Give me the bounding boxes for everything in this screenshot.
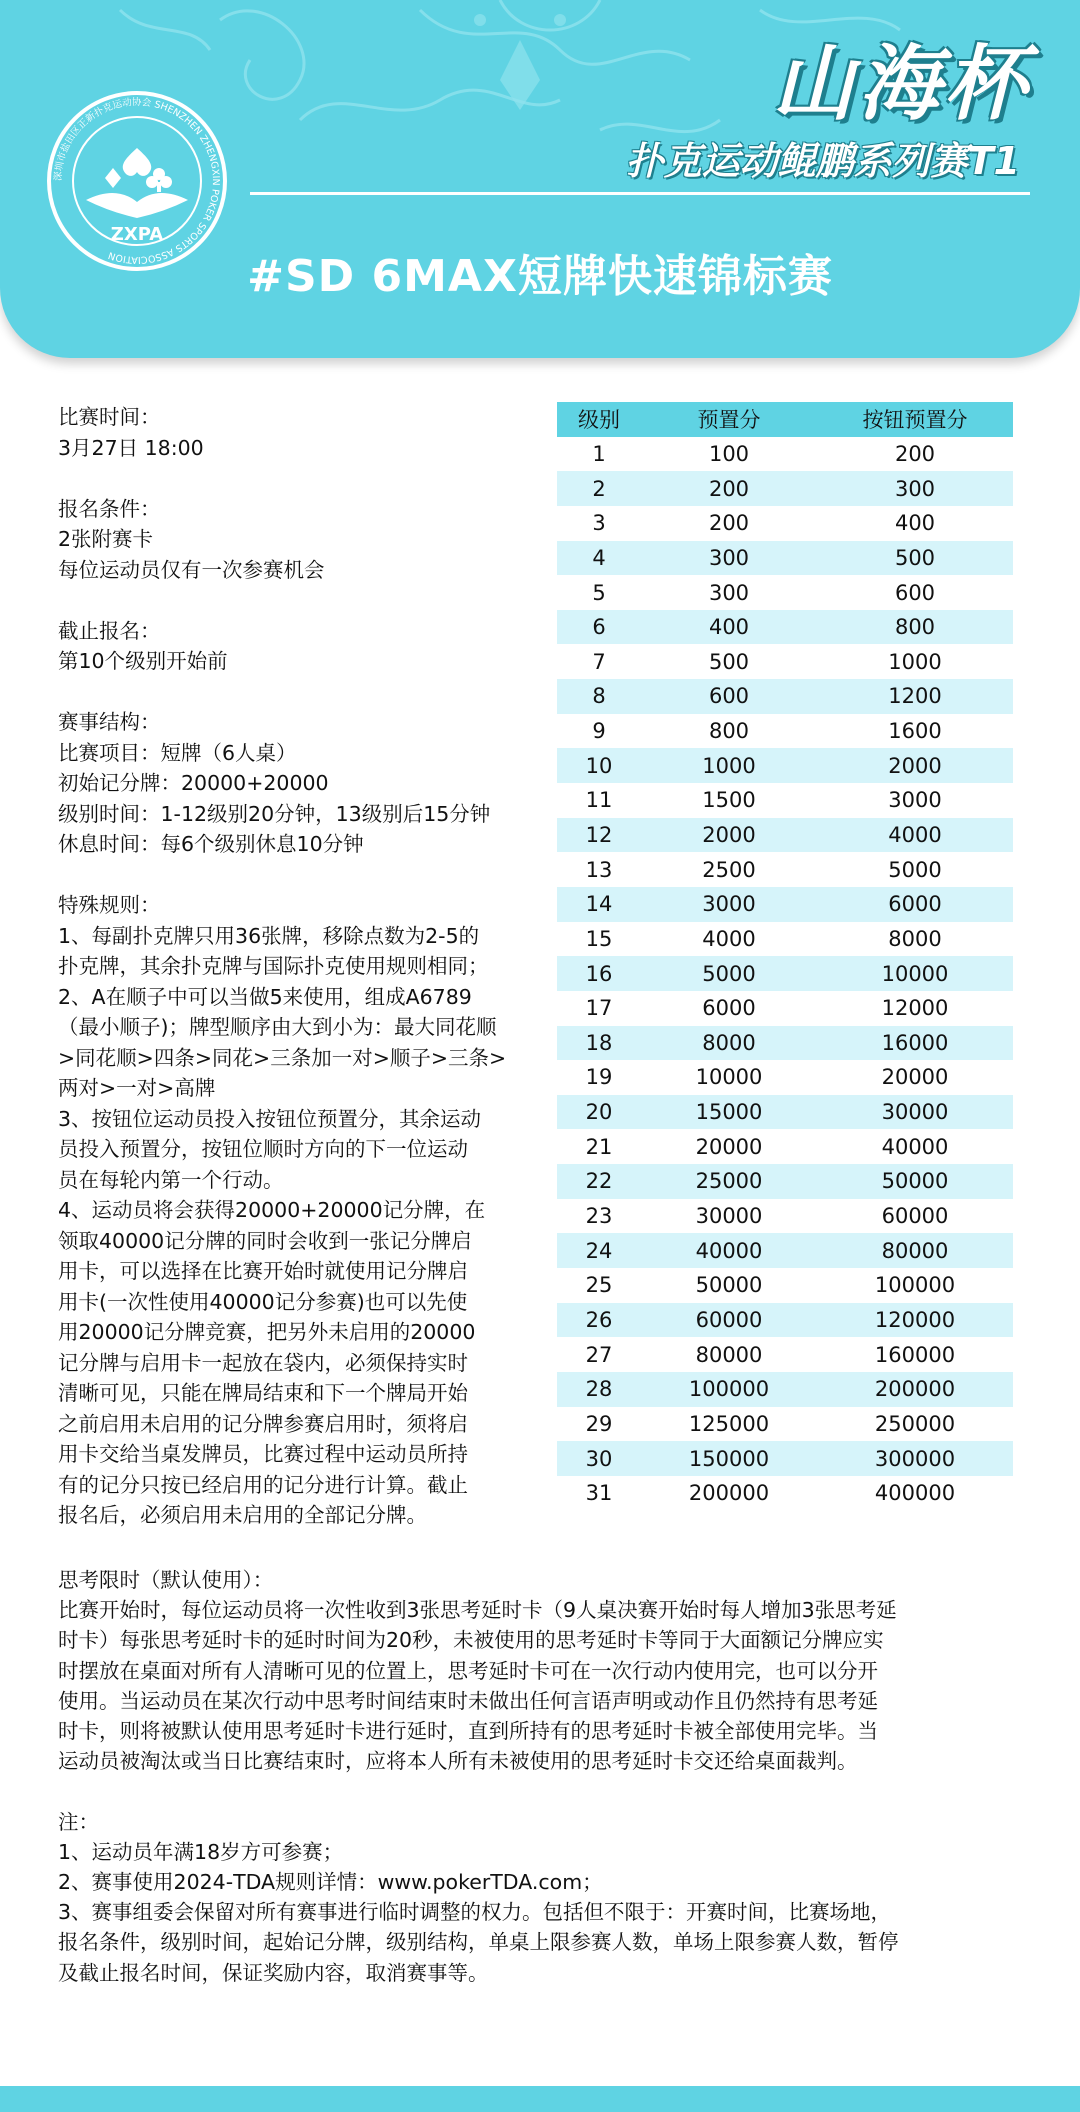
rules-line: 员投入预置分，按钮位顺时方向的下一位运动 [58, 1137, 468, 1161]
table-row [557, 714, 1013, 749]
level-cell: 2 [592, 476, 606, 501]
level-cell: 17 [585, 996, 613, 1021]
table-row [557, 1026, 1013, 1061]
notes-label: 注： [58, 1809, 99, 1834]
level-cell: 5 [592, 580, 606, 605]
table-row [557, 748, 1013, 783]
structure-line: 级别时间：1-12级别20分钟，13级别后15分钟 [58, 801, 491, 826]
button-ante-cell: 400 [894, 511, 936, 536]
level-cell: 8 [592, 684, 606, 709]
header-ante: 预置分 [697, 408, 761, 433]
level-cell: 19 [585, 1065, 613, 1090]
button-ante-cell: 160000 [874, 1342, 956, 1367]
table-row [557, 610, 1013, 645]
button-ante-cell: 8000 [888, 926, 942, 951]
rules-line: 扑克牌，其余扑克牌与国际扑克使用规则相同； [58, 954, 489, 978]
rules-line: 1、每副扑克牌只用36张牌，移除点数为2-5的 [58, 923, 480, 948]
button-ante-cell: 500 [894, 545, 936, 570]
rules-line: 用20000记分牌竞赛，把另外未启用的20000 [58, 1320, 476, 1344]
level-cell: 11 [585, 788, 613, 813]
level-cell: 21 [585, 1134, 613, 1159]
table-row [557, 471, 1013, 506]
level-cell: 18 [585, 1030, 613, 1055]
deadline-label: 截止报名： [58, 618, 161, 643]
button-ante-cell: 1200 [888, 684, 942, 709]
rules-line: 用卡(一次性使用40000记分参赛)也可以先使 [58, 1289, 468, 1314]
think-line: 使用。当运动员在某次行动中思考时间结束时未做出任何言语声明或动作且仍然持有思考延 [58, 1688, 878, 1713]
ante-cell: 4000 [702, 926, 756, 951]
zxpa-logo [46, 90, 228, 272]
button-ante-cell: 600 [894, 580, 936, 605]
level-cell: 7 [592, 649, 606, 674]
notes-line: 3、赛事组委会保留对所有赛事进行临时调整的权力。包括但不限于：开赛时间，比赛场地， [58, 1900, 892, 1925]
ante-cell: 500 [708, 649, 750, 674]
ante-cell: 800 [708, 719, 750, 744]
event-title: #SD 6MAX短牌快速锦标赛 [247, 251, 833, 302]
button-ante-cell: 12000 [881, 996, 949, 1021]
ante-cell: 125000 [688, 1411, 770, 1436]
level-cell: 10 [585, 753, 613, 778]
level-cell: 9 [592, 719, 606, 744]
level-cell: 29 [585, 1411, 613, 1436]
think-line: 比赛开始时，每位运动员将一次性收到3张思考延时卡（9人桌决赛开始时每人增加3张思考延 [58, 1598, 897, 1623]
table-row [557, 818, 1013, 853]
rules-line: 领取40000记分牌的同时会收到一张记分牌启 [58, 1228, 472, 1253]
ante-cell: 200 [708, 511, 750, 536]
rules-line: （最小顺子)；牌型顺序由大到小为：最大同花顺 [58, 1015, 497, 1039]
rules-bottom [58, 1565, 1024, 1988]
rules-line: 两对>一对>高牌 [58, 1076, 216, 1100]
rules-text [58, 921, 548, 1531]
rules-line: 2、A在顺子中可以当做5来使用，组成A6789 [58, 984, 472, 1009]
deadline-value: 第10个级别开始前 [58, 649, 228, 673]
signup-line: 每位运动员仅有一次参赛机会 [58, 557, 325, 582]
table-row [557, 956, 1013, 991]
table-row [557, 887, 1013, 922]
table-row [557, 1441, 1013, 1476]
button-ante-cell: 40000 [881, 1134, 949, 1159]
level-cell: 26 [585, 1307, 613, 1332]
rules-line: 用卡交给当桌发牌员，比赛过程中运动员所持 [58, 1442, 468, 1466]
button-ante-cell: 100000 [874, 1273, 956, 1298]
button-ante-cell: 16000 [881, 1030, 949, 1055]
button-ante-cell: 300000 [874, 1446, 956, 1471]
rules-line: 之前启用未启用的记分牌参赛启用时，须将启 [58, 1411, 468, 1436]
rules-line: 员在每轮内第一个行动。 [58, 1167, 284, 1192]
button-ante-cell: 200 [894, 441, 936, 466]
rules-line: 记分牌与启用卡一起放在袋内，必须保持实时 [58, 1350, 468, 1375]
level-cell: 6 [592, 615, 606, 640]
button-ante-cell: 800 [894, 615, 936, 640]
ante-cell: 20000 [695, 1134, 763, 1159]
ante-cell: 1000 [702, 753, 756, 778]
rules-line: 有的记分只按已经启用的记分进行计算。截止 [58, 1472, 468, 1497]
button-ante-cell: 200000 [874, 1377, 956, 1402]
ante-cell: 25000 [695, 1169, 763, 1194]
divider [250, 192, 1030, 195]
ante-cell: 6000 [702, 996, 756, 1021]
ante-cell: 60000 [695, 1307, 763, 1332]
ante-cell: 80000 [695, 1342, 763, 1367]
rules-label: 特殊规则： [58, 893, 161, 917]
table-row [557, 437, 1013, 472]
structure-label: 赛事结构： [58, 710, 161, 734]
ante-cell: 50000 [695, 1273, 763, 1298]
table-row [557, 1060, 1013, 1095]
brand-subtitle: 扑克运动鲲鹏系列赛T1 [625, 139, 1020, 183]
level-cell: 4 [592, 545, 606, 570]
table-row [557, 1407, 1013, 1442]
rules-line: 4、运动员将会获得20000+20000记分牌，在 [58, 1198, 486, 1222]
table-row [557, 1095, 1013, 1130]
table-row [557, 1164, 1013, 1199]
notes-line: 及截止报名时间，保证奖励内容，取消赛事等。 [58, 1960, 489, 1985]
button-ante-cell: 4000 [888, 823, 942, 847]
ante-cell: 200000 [688, 1481, 770, 1506]
table-row [557, 506, 1013, 541]
level-cell: 16 [585, 961, 613, 986]
level-cell: 30 [585, 1446, 613, 1471]
button-ante-cell: 50000 [881, 1169, 949, 1194]
level-cell: 25 [585, 1273, 613, 1298]
brand-title: 山海杯 [772, 37, 1030, 132]
ante-cell: 8000 [702, 1030, 756, 1055]
notes-line: 2、赛事使用2024-TDA规则详情：www.pokerTDA.com； [58, 1870, 603, 1895]
level-cell: 3 [592, 511, 606, 536]
table-row [557, 541, 1013, 576]
button-ante-cell: 10000 [881, 961, 949, 986]
ante-cell: 300 [708, 580, 750, 605]
table-row [557, 1372, 1013, 1407]
signup-line: 2张附赛卡 [58, 527, 154, 551]
ante-cell: 150000 [688, 1446, 770, 1471]
table-row [557, 644, 1013, 679]
level-cell: 31 [585, 1481, 613, 1506]
rules-line: 3、按钮位运动员投入按钮位预置分，其余运动 [58, 1106, 482, 1131]
ante-cell: 15000 [695, 1100, 763, 1125]
table-row [557, 922, 1013, 957]
table-row [557, 991, 1013, 1026]
footer-bar [0, 2086, 1080, 2112]
button-ante-cell: 80000 [881, 1238, 949, 1263]
rules-line: 用卡，可以选择在比赛开始时就使用记分牌启 [58, 1259, 468, 1283]
notes-text [58, 1837, 1024, 1988]
level-cell: 20 [585, 1100, 613, 1125]
rules-line: >同花顺>四条>同花>三条加一对>顺子>三条> [58, 1045, 507, 1070]
table-row [557, 575, 1013, 610]
ante-cell: 3000 [702, 892, 756, 917]
table-row [557, 1337, 1013, 1372]
think-line: 时卡）每张思考延时卡的延时时间为20秒，未被使用的思考延时卡等同于大面额记分牌应实 [58, 1628, 884, 1653]
structure-line: 休息时间：每6个级别休息10分钟 [58, 832, 364, 856]
table-row [557, 1303, 1013, 1338]
level-cell: 28 [585, 1377, 613, 1402]
ante-cell: 1500 [702, 788, 756, 813]
ante-cell: 30000 [695, 1204, 763, 1229]
ante-cell: 400 [708, 615, 750, 640]
level-cell: 23 [585, 1204, 613, 1229]
ante-cell: 300 [708, 545, 750, 570]
button-ante-cell: 20000 [881, 1065, 949, 1090]
level-cell: 12 [585, 823, 613, 847]
ante-cell: 40000 [695, 1238, 763, 1263]
button-ante-cell: 6000 [888, 892, 942, 917]
table-row [557, 1199, 1013, 1234]
table-row [557, 1129, 1013, 1164]
button-ante-cell: 1600 [888, 719, 942, 744]
think-line: 运动员被淘汰或当日比赛结束时，应将本人所有未被使用的思考延时卡交还给桌面裁判。 [58, 1749, 858, 1774]
ante-cell: 2500 [702, 857, 756, 882]
header-banner [0, 0, 1080, 358]
rules-line: 清晰可见，只能在牌局结束和下一个牌局开始 [58, 1381, 468, 1405]
ante-cell: 2000 [702, 823, 756, 847]
level-cell: 24 [585, 1238, 613, 1263]
think-text [58, 1595, 1024, 1776]
table-row [557, 852, 1013, 887]
signup-label: 报名条件： [58, 496, 161, 521]
structure-line: 初始记分牌：20000+20000 [58, 771, 329, 795]
level-cell: 22 [585, 1169, 613, 1194]
header-level: 级别 [578, 408, 620, 433]
button-ante-cell: 120000 [874, 1307, 956, 1332]
tournament-info [58, 402, 548, 1531]
level-cell: 14 [585, 892, 613, 917]
table-row [557, 1268, 1013, 1303]
ante-cell: 5000 [702, 961, 756, 986]
svg-text:深圳市盐田区正新扑克运动协会 SHENZHEN ZHENGX: 深圳市盐田区正新扑克运动协会 SHENZHEN ZHENGXIN POKER SPORTS ASSOCIATION [52, 96, 222, 266]
ante-cell: 10000 [695, 1065, 763, 1090]
notes-line: 报名条件，级别时间，起始记分牌，级别结构，单桌上限参赛人数，单场上限参赛人数，暂停 [58, 1930, 899, 1955]
table-header [557, 402, 1013, 437]
time-label: 比赛时间： [58, 405, 161, 429]
level-cell: 1 [592, 441, 606, 466]
table-row [557, 1476, 1013, 1511]
button-ante-cell: 400000 [874, 1481, 956, 1506]
level-cell: 15 [585, 926, 613, 951]
ante-cell: 200 [708, 476, 750, 501]
ante-cell: 100000 [688, 1377, 770, 1402]
button-ante-cell: 5000 [888, 857, 942, 882]
level-cell: 13 [585, 857, 613, 882]
header-button-ante: 按钮预置分 [862, 408, 968, 433]
button-ante-cell: 1000 [888, 649, 942, 674]
button-ante-cell: 60000 [881, 1204, 949, 1229]
table-row [557, 1233, 1013, 1268]
think-line: 时卡，则将被默认使用思考延时卡进行延时，直到所持有的思考延时卡被全部使用完毕。当 [58, 1719, 878, 1744]
structure-line: 比赛项目：短牌（6人桌） [58, 740, 297, 765]
think-line: 时摆放在桌面对所有人清晰可见的位置上，思考延时卡可在一次行动内使用完，也可以分开 [58, 1658, 878, 1683]
button-ante-cell: 300 [894, 476, 936, 501]
table-row [557, 679, 1013, 714]
ante-cell: 600 [708, 684, 750, 709]
button-ante-cell: 30000 [881, 1100, 949, 1125]
blind-structure-table [557, 402, 1013, 1511]
button-ante-cell: 3000 [888, 788, 942, 813]
time-value: 3月27日 18:00 [58, 435, 204, 460]
rules-line: 报名后，必须启用未启用的全部记分牌。 [58, 1503, 427, 1527]
table-row [557, 783, 1013, 818]
svg-text:ZXPA: ZXPA [110, 224, 164, 245]
button-ante-cell: 2000 [888, 753, 942, 778]
notes-line: 1、运动员年满18岁方可参赛； [58, 1839, 344, 1864]
ante-cell: 100 [708, 441, 750, 466]
button-ante-cell: 250000 [874, 1411, 956, 1436]
level-cell: 27 [585, 1342, 613, 1367]
think-label: 思考限时（默认使用）： [58, 1568, 274, 1592]
